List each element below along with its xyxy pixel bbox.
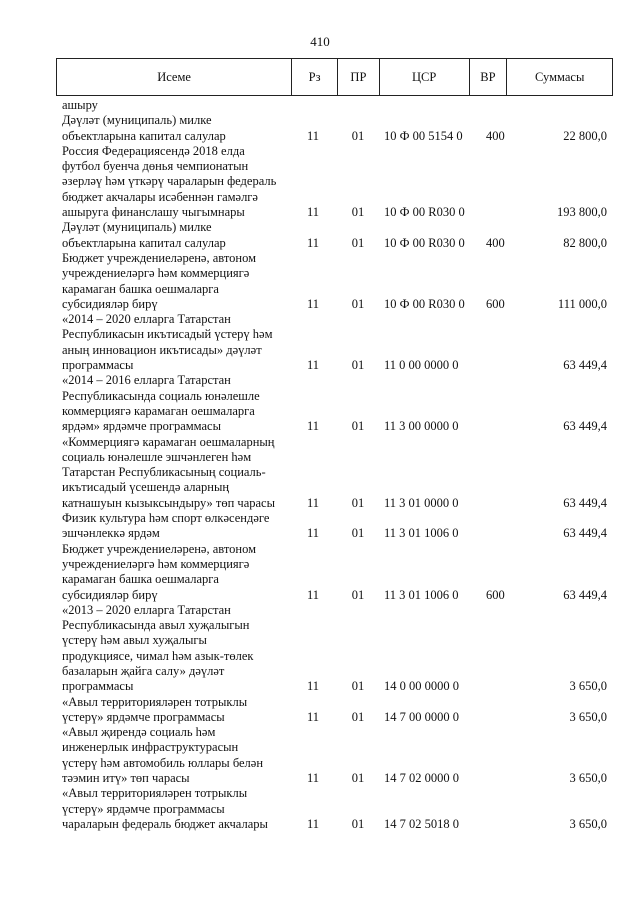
row-pr: 01 xyxy=(351,709,365,724)
row-vr: 600 xyxy=(486,587,505,602)
row-name-line: «2013 – 2020 елларга Татарстан xyxy=(62,602,231,617)
row-pr: 01 xyxy=(351,587,365,602)
row-name xyxy=(62,373,288,434)
row-name-line: программасы xyxy=(62,679,134,694)
table-row xyxy=(62,695,607,726)
row-name-line: учреждениеләргә һәм коммерциягә xyxy=(62,266,250,281)
row-name xyxy=(62,98,288,113)
row-name xyxy=(62,251,288,312)
row-name xyxy=(62,542,288,603)
row-name-line: үстерү» ярдәмче программасы xyxy=(62,801,225,816)
table-row xyxy=(62,373,607,434)
row-name xyxy=(62,144,288,220)
row-csr: 11 3 01 0000 0 xyxy=(384,495,459,510)
row-vr: 400 xyxy=(486,128,505,143)
row-name-line: ашыру xyxy=(62,98,98,112)
row-rz: 11 xyxy=(306,709,320,724)
row-csr: 14 7 02 0000 0 xyxy=(384,771,459,786)
row-pr: 01 xyxy=(351,771,365,786)
header-sum: Суммасы xyxy=(535,69,585,84)
row-name-line: әзерләү һәм үткәрү чараларын федераль xyxy=(62,174,277,189)
row-name xyxy=(62,511,288,542)
row-rz: 11 xyxy=(306,771,320,786)
header-pr: ПР xyxy=(338,59,380,95)
row-name-line: аның инновацион икътисады» дәүләт xyxy=(62,342,262,357)
row-rz: 11 xyxy=(306,526,320,541)
row-name-line: ярдәм» ярдәмче программасы xyxy=(62,419,221,434)
row-name xyxy=(62,786,288,832)
row-name-line: «Авыл территорияләрен тотрыклы xyxy=(62,786,248,801)
row-pr: 01 xyxy=(351,526,365,541)
row-csr: 14 7 00 0000 0 xyxy=(384,709,459,724)
row-name-line: базаларын җайга салу» дәүләт xyxy=(62,663,225,678)
table-row xyxy=(62,113,607,144)
row-vr: 400 xyxy=(486,235,505,250)
row-name xyxy=(62,603,288,695)
row-name-line: объектларына капитал салулар xyxy=(62,128,226,143)
table-row xyxy=(62,435,607,511)
page-number: 410 xyxy=(310,34,330,49)
row-name-line: үстерү һәм авыл хуҗалыгы xyxy=(62,633,207,648)
row-pr: 01 xyxy=(351,128,365,143)
row-name-line: Республикасын икътисадый үстерү һәм xyxy=(62,327,273,342)
row-pr: 01 xyxy=(351,235,365,250)
row-name-line: карамаган башка оешмаларга xyxy=(62,572,219,587)
row-sum: 3 650,0 xyxy=(569,771,607,786)
row-name-line: «Авыл җирендә социаль һәм xyxy=(62,725,216,740)
row-name-line: үстерү һәм автомобиль юллары белән xyxy=(62,755,264,770)
row-name-line: Россия Федерациясендә 2018 елда xyxy=(62,143,245,158)
row-sum: 63 449,4 xyxy=(563,587,607,602)
header-name: Исеме xyxy=(57,59,292,95)
row-name-line: Физик культура һәм спорт өлкәсендәге xyxy=(62,511,270,526)
row-pr: 01 xyxy=(351,679,365,694)
row-name-line: «2014 – 2020 елларга Татарстан xyxy=(62,312,231,327)
row-rz: 11 xyxy=(306,358,320,373)
row-sum: 3 650,0 xyxy=(569,679,607,694)
row-name xyxy=(62,220,288,251)
row-name-line: икътисадый үсешендә аларның xyxy=(62,480,230,495)
row-pr: 01 xyxy=(351,205,365,220)
row-rz: 11 xyxy=(306,679,320,694)
row-rz: 11 xyxy=(306,495,320,510)
row-name-line: Республикасында авыл хуҗалыгын xyxy=(62,618,250,633)
row-name-line: бюджет акчалары исәбеннән гамәлгә xyxy=(62,189,258,204)
row-name xyxy=(62,725,288,786)
row-rz: 11 xyxy=(306,587,320,602)
row-csr: 10 Ф 00 5154 0 xyxy=(384,128,463,143)
row-csr: 14 7 02 5018 0 xyxy=(384,816,459,831)
row-csr: 11 3 01 1006 0 xyxy=(384,587,459,602)
row-sum: 63 449,4 xyxy=(563,526,607,541)
row-vr: 600 xyxy=(486,296,505,311)
table-row xyxy=(62,603,607,695)
row-name xyxy=(62,312,288,373)
row-rz: 11 xyxy=(306,419,320,434)
row-pr: 01 xyxy=(351,495,365,510)
table-header xyxy=(56,58,613,96)
row-sum: 111 000,0 xyxy=(557,296,607,311)
row-name-line: Татарстан Республикасының социаль- xyxy=(62,465,266,480)
row-name-line: объектларына капитал салулар xyxy=(62,235,226,250)
row-name xyxy=(62,113,288,144)
row-name-line: «Коммерциягә карамаган оешмаларның xyxy=(62,434,275,449)
row-csr: 10 Ф 00 R030 0 xyxy=(384,205,465,220)
row-name-line: Бюджет учреждениеләренә, автоном xyxy=(62,250,257,265)
row-name-line: социаль юнәлешле эшчәнлеген һәм xyxy=(62,449,252,464)
row-csr: 14 0 00 0000 0 xyxy=(384,679,459,694)
row-rz: 11 xyxy=(306,205,320,220)
row-csr: 11 3 01 1006 0 xyxy=(384,526,459,541)
header-vr: ВР xyxy=(470,59,508,95)
row-pr: 01 xyxy=(351,816,365,831)
row-name-line: коммерциягә карамаган оешмаларга xyxy=(62,403,255,418)
header-csr: ЦСР xyxy=(380,59,470,95)
row-sum: 63 449,4 xyxy=(563,358,607,373)
row-rz: 11 xyxy=(306,128,320,143)
table-row xyxy=(62,144,607,220)
row-rz: 11 xyxy=(306,235,320,250)
row-sum: 22 800,0 xyxy=(563,128,607,143)
table-row xyxy=(62,98,607,113)
table-row xyxy=(62,251,607,312)
row-pr: 01 xyxy=(351,419,365,434)
row-name-line: субсидияләр бирү xyxy=(62,587,158,602)
row-name-line: эшчәнлеккә ярдәм xyxy=(62,526,160,541)
row-rz: 11 xyxy=(306,816,320,831)
row-name-line: продукциясе, чимал һәм азык-төлек xyxy=(62,648,254,663)
row-name-line: «2014 – 2016 елларга Татарстан xyxy=(62,373,231,388)
row-sum: 82 800,0 xyxy=(563,235,607,250)
table-row xyxy=(62,220,607,251)
row-csr: 11 3 00 0000 0 xyxy=(384,419,459,434)
table-row xyxy=(62,312,607,373)
row-name-line: Дәүләт (муниципаль) милке xyxy=(62,113,212,128)
row-name-line: тәэмин итү» төп чарасы xyxy=(62,771,190,786)
row-name-line: учреждениеләргә һәм коммерциягә xyxy=(62,556,250,571)
row-name-line: катнашуын кызыксындыру» төп чарасы xyxy=(62,495,275,510)
row-sum: 3 650,0 xyxy=(569,816,607,831)
row-pr: 01 xyxy=(351,296,365,311)
row-sum: 63 449,4 xyxy=(563,419,607,434)
row-name-line: «Авыл территорияләрен тотрыклы xyxy=(62,694,248,709)
table-body xyxy=(62,98,607,832)
row-name-line: футбол буенча дөнья чемпионатын xyxy=(62,159,249,174)
table-row xyxy=(62,542,607,603)
row-name xyxy=(62,695,288,726)
row-name-line: ашыруга финанслашу чыгымнары xyxy=(62,205,245,220)
row-sum: 3 650,0 xyxy=(569,709,607,724)
row-name-line: субсидияләр бирү xyxy=(62,296,158,311)
row-name-line: карамаган башка оешмаларга xyxy=(62,281,219,296)
table-row xyxy=(62,786,607,832)
row-name-line: Бюджет учреждениеләренә, автоном xyxy=(62,541,257,556)
row-rz: 11 xyxy=(306,296,320,311)
table-row xyxy=(62,511,607,542)
row-name-line: инженерлык инфраструктурасын xyxy=(62,740,239,755)
row-name-line: чараларын федераль бюджет акчалары xyxy=(62,816,268,831)
row-name-line: программасы xyxy=(62,358,134,373)
row-sum: 193 800,0 xyxy=(557,205,607,220)
row-name xyxy=(62,435,288,511)
row-csr: 11 0 00 0000 0 xyxy=(384,358,459,373)
row-name-line: Дәүләт (муниципаль) милке xyxy=(62,220,212,235)
table-row xyxy=(62,725,607,786)
row-pr: 01 xyxy=(351,358,365,373)
row-sum: 63 449,4 xyxy=(563,495,607,510)
row-name-line: үстерү» ярдәмче программасы xyxy=(62,709,225,724)
row-csr: 10 Ф 00 R030 0 xyxy=(384,235,465,250)
row-name-line: Республикасында социаль юнәлешле xyxy=(62,388,260,403)
header-rz: Рз xyxy=(292,59,338,95)
row-csr: 10 Ф 00 R030 0 xyxy=(384,296,465,311)
